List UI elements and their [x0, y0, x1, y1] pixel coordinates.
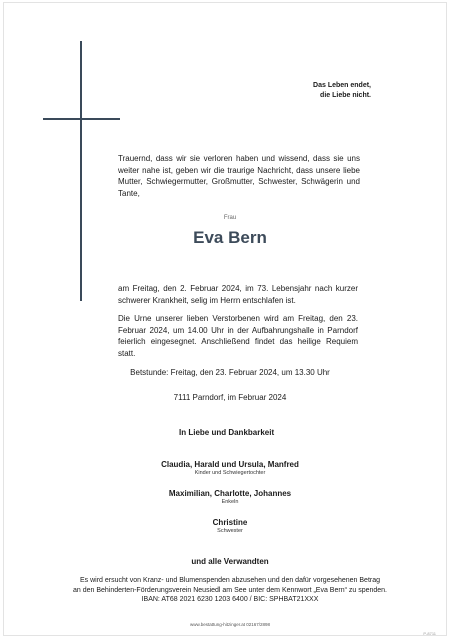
place-date: 7111 Parndorf, im Februar 2024 — [173, 393, 287, 402]
donation-request — [4, 576, 452, 605]
relatives-line: und alle Verwandten — [191, 557, 269, 566]
motto — [313, 81, 371, 101]
donation-line-1: Es wird ersucht von Kranz- und Blumenspenden abzusehen und den dafür vorgesehenen Betrag — [79, 577, 381, 584]
corner-tag: P-8711 — [423, 631, 436, 636]
obituary-sheet — [3, 2, 447, 636]
closing-line: In Liebe und Dankbarkeit — [179, 428, 275, 437]
motto-line-2: die Liebe nicht. — [320, 92, 371, 99]
family-relation: Schwester — [217, 528, 243, 534]
family-group-children — [4, 459, 452, 477]
family-group-grandchildren — [4, 488, 452, 506]
family-group-sister — [4, 517, 452, 535]
funeral-home-footer: www.bestattung-hitzinger.at 02167/2898 — [189, 622, 271, 627]
intro-text: Trauernd, dass wir sie verloren haben und wissend, dass sie uns weiter nahe ist, geben wir die traurige Nachricht, dass unsere liebe Mutter, Schwiegermutter, Großmutter, Schwester, Schwägerin und Tante, — [118, 154, 360, 198]
family-names: Claudia, Harald und Ursula, Manfred — [161, 460, 299, 469]
death-notice: am Freitag, den 2. Februar 2024, im 73. Lebensjahr nach kurzer schwerer Krankheit, selig im Herrn entschlafen ist. — [118, 284, 358, 305]
donation-iban: IBAN: AT68 2021 6230 1203 6400 / BIC: SPHBAT21XXX — [141, 596, 319, 603]
donation-line-2: an den Behinderten-Förderungsverein Neusiedl am See unter dem Kennwort „Eva Bern“ zu spenden. — [72, 586, 387, 594]
cross-vertical — [80, 41, 82, 301]
family-relation: Kinder und Schwiegertochter — [194, 470, 266, 476]
burial-notice: Die Urne unserer lieben Verstorbenen wird am Freitag, den 23. Februar 2024, um 14.00 Uhr in der Aufbahrungshalle in Parndorf feierlich eingesegnet. Anschließend findet das heilige Requiem statt. — [118, 314, 358, 358]
family-names: Maximilian, Charlotte, Johannes — [168, 489, 292, 498]
motto-line-1: Das Leben endet, — [313, 82, 371, 89]
family-names: Christine — [212, 518, 248, 527]
deceased-name: Eva Bern — [193, 228, 267, 247]
family-relation: Enkeln — [221, 499, 239, 505]
cross-horizontal — [43, 118, 120, 120]
prayer-hour: Betstunde: Freitag, den 23. Februar 2024, um 13.30 Uhr — [130, 368, 330, 377]
title-prefix: Frau — [223, 215, 237, 221]
